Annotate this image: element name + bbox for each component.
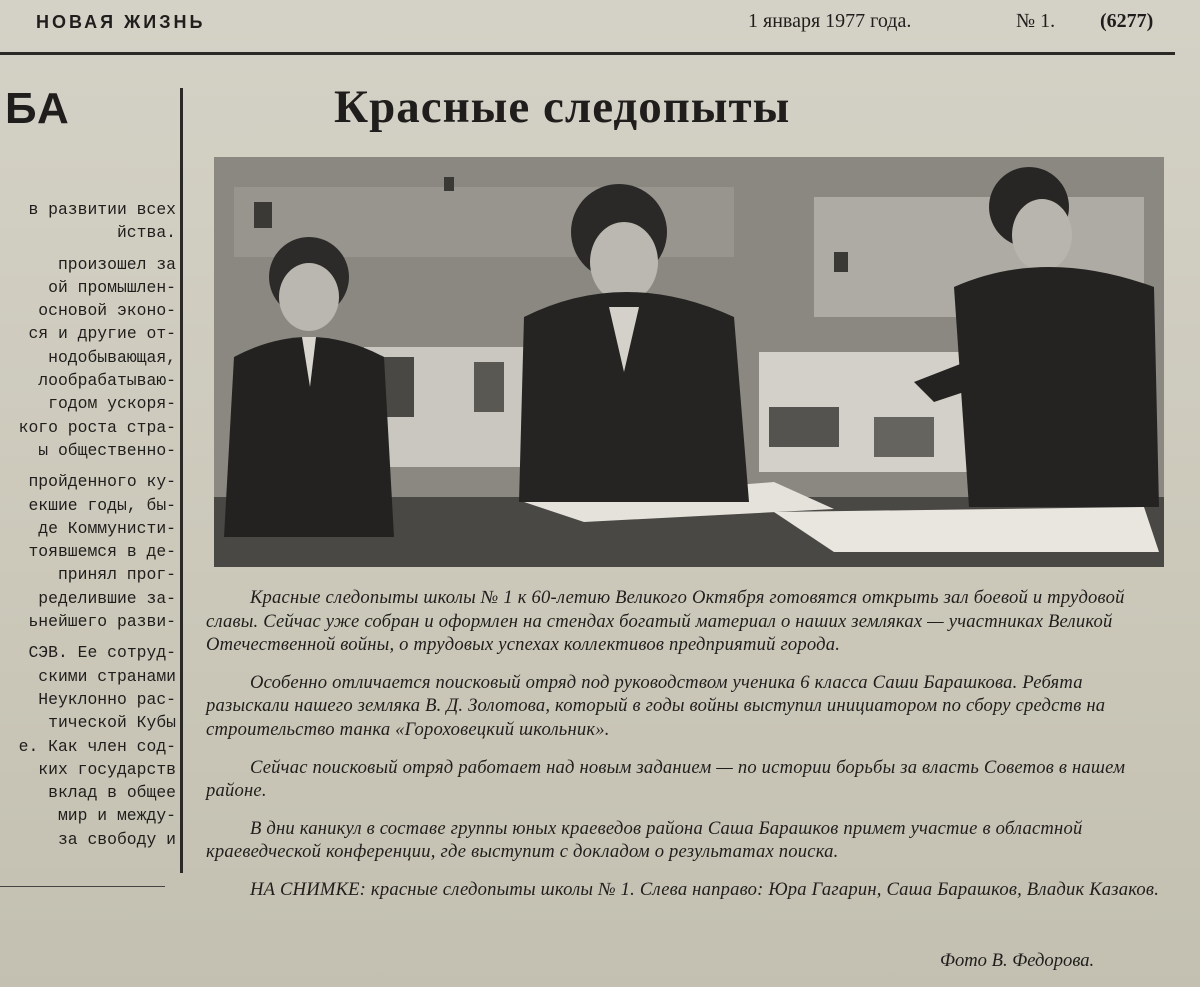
article-photo [214,157,1164,567]
left-column-line: ся и другие от- [28,324,176,344]
left-column-line: лообрабатываю- [38,371,176,391]
left-column-line: за свободу и [57,829,176,849]
left-column-paragraph [0,198,176,245]
left-column-line: ой промышлен- [48,277,176,297]
masthead-number: № 1. [1016,10,1056,32]
left-column-paragraph [0,641,176,851]
left-column-paragraph [0,253,176,463]
caption-paragraph: Сейчас поисковый отряд работает над новым заданием — по истории борьбы за власть Советов в нашем районе. [206,756,1126,802]
masthead-name: НОВАЯ ЖИЗНЬ [36,12,206,32]
caption-paragraph: В дни каникул в составе группы юных краеведов района Саша Барашков примет участие в областной краеведческой конференции, где выступит с докладом о результатах поиска. [206,817,1083,863]
left-column-line: СЭВ. Ее сотруд- [28,643,176,663]
photo-credit: Фото В. Федорова. [940,950,1095,971]
left-column-line: принял прог- [57,565,176,585]
caption-paragraph: Красные следопыты школы № 1 к 60-летию Великого Октября готовятся открыть зал боевой и трудовой славы. Сейчас уже собран и оформлен на стендах богатый материал о наших земляках — участниках Великой Отечественной войны, о трудовых успехах коллективов предприятий города. [206,587,1125,656]
left-column-line: кого роста стра- [18,417,176,437]
masthead-rule [0,52,1175,55]
article-title: Красные следопыты [334,81,791,133]
caption-paragraph: НА СНИМКЕ: красные следопыты школы № 1. Слева направо: Юра Гагарин, Саша Барашков, Владик Казаков. [250,878,1160,900]
left-column-line: Неуклонно рас- [38,689,176,709]
left-column-line: годом ускоря- [48,394,176,414]
left-column-line: ы общественно- [38,440,176,460]
left-column-line: йства. [116,223,176,243]
left-column-line: екшие годы, бы- [28,495,176,515]
column-divider [180,88,183,873]
left-column-line: мир и между- [57,806,176,826]
left-column-paragraph [0,470,176,633]
left-column-line: ределившие за- [38,588,176,608]
left-column-line: е. Как член сод- [18,736,176,756]
left-column-line: основой эконо- [38,301,176,321]
masthead-date: 1 января 1977 года. [748,10,912,32]
left-column-line: нодобывающая, [48,347,176,367]
article-caption [206,586,1168,916]
photo-illustration [214,157,1164,567]
left-column-line: пройденного ку- [28,472,176,492]
left-column-line: тоявшемся в де- [28,542,176,562]
left-column-line: де Коммунисти- [38,518,176,538]
left-column-line: произошел за [57,254,176,274]
left-column-line: тической Кубы [48,713,176,733]
caption-paragraph: Особенно отличается поисковый отряд под руководством ученика 6 класса Саши Барашкова. Ребята разыскали нашего земляка В. Д. Золотова, который в годы войны выступил инициатором по сбору средств на строительство танка «Гороховецкий школьник». [206,671,1106,740]
masthead-issue: (6277) [1100,10,1154,32]
left-column-rule [0,886,165,887]
left-column-line: ких государств [38,759,176,779]
left-column-line: скими странами [38,666,176,686]
left-column-line: вклад в общее [48,783,176,803]
left-column-text [0,198,176,859]
left-column-line: ьнейшего разви- [28,612,176,632]
left-column-line: в развитии всех [28,200,176,219]
left-column-headline: БА [5,84,71,133]
